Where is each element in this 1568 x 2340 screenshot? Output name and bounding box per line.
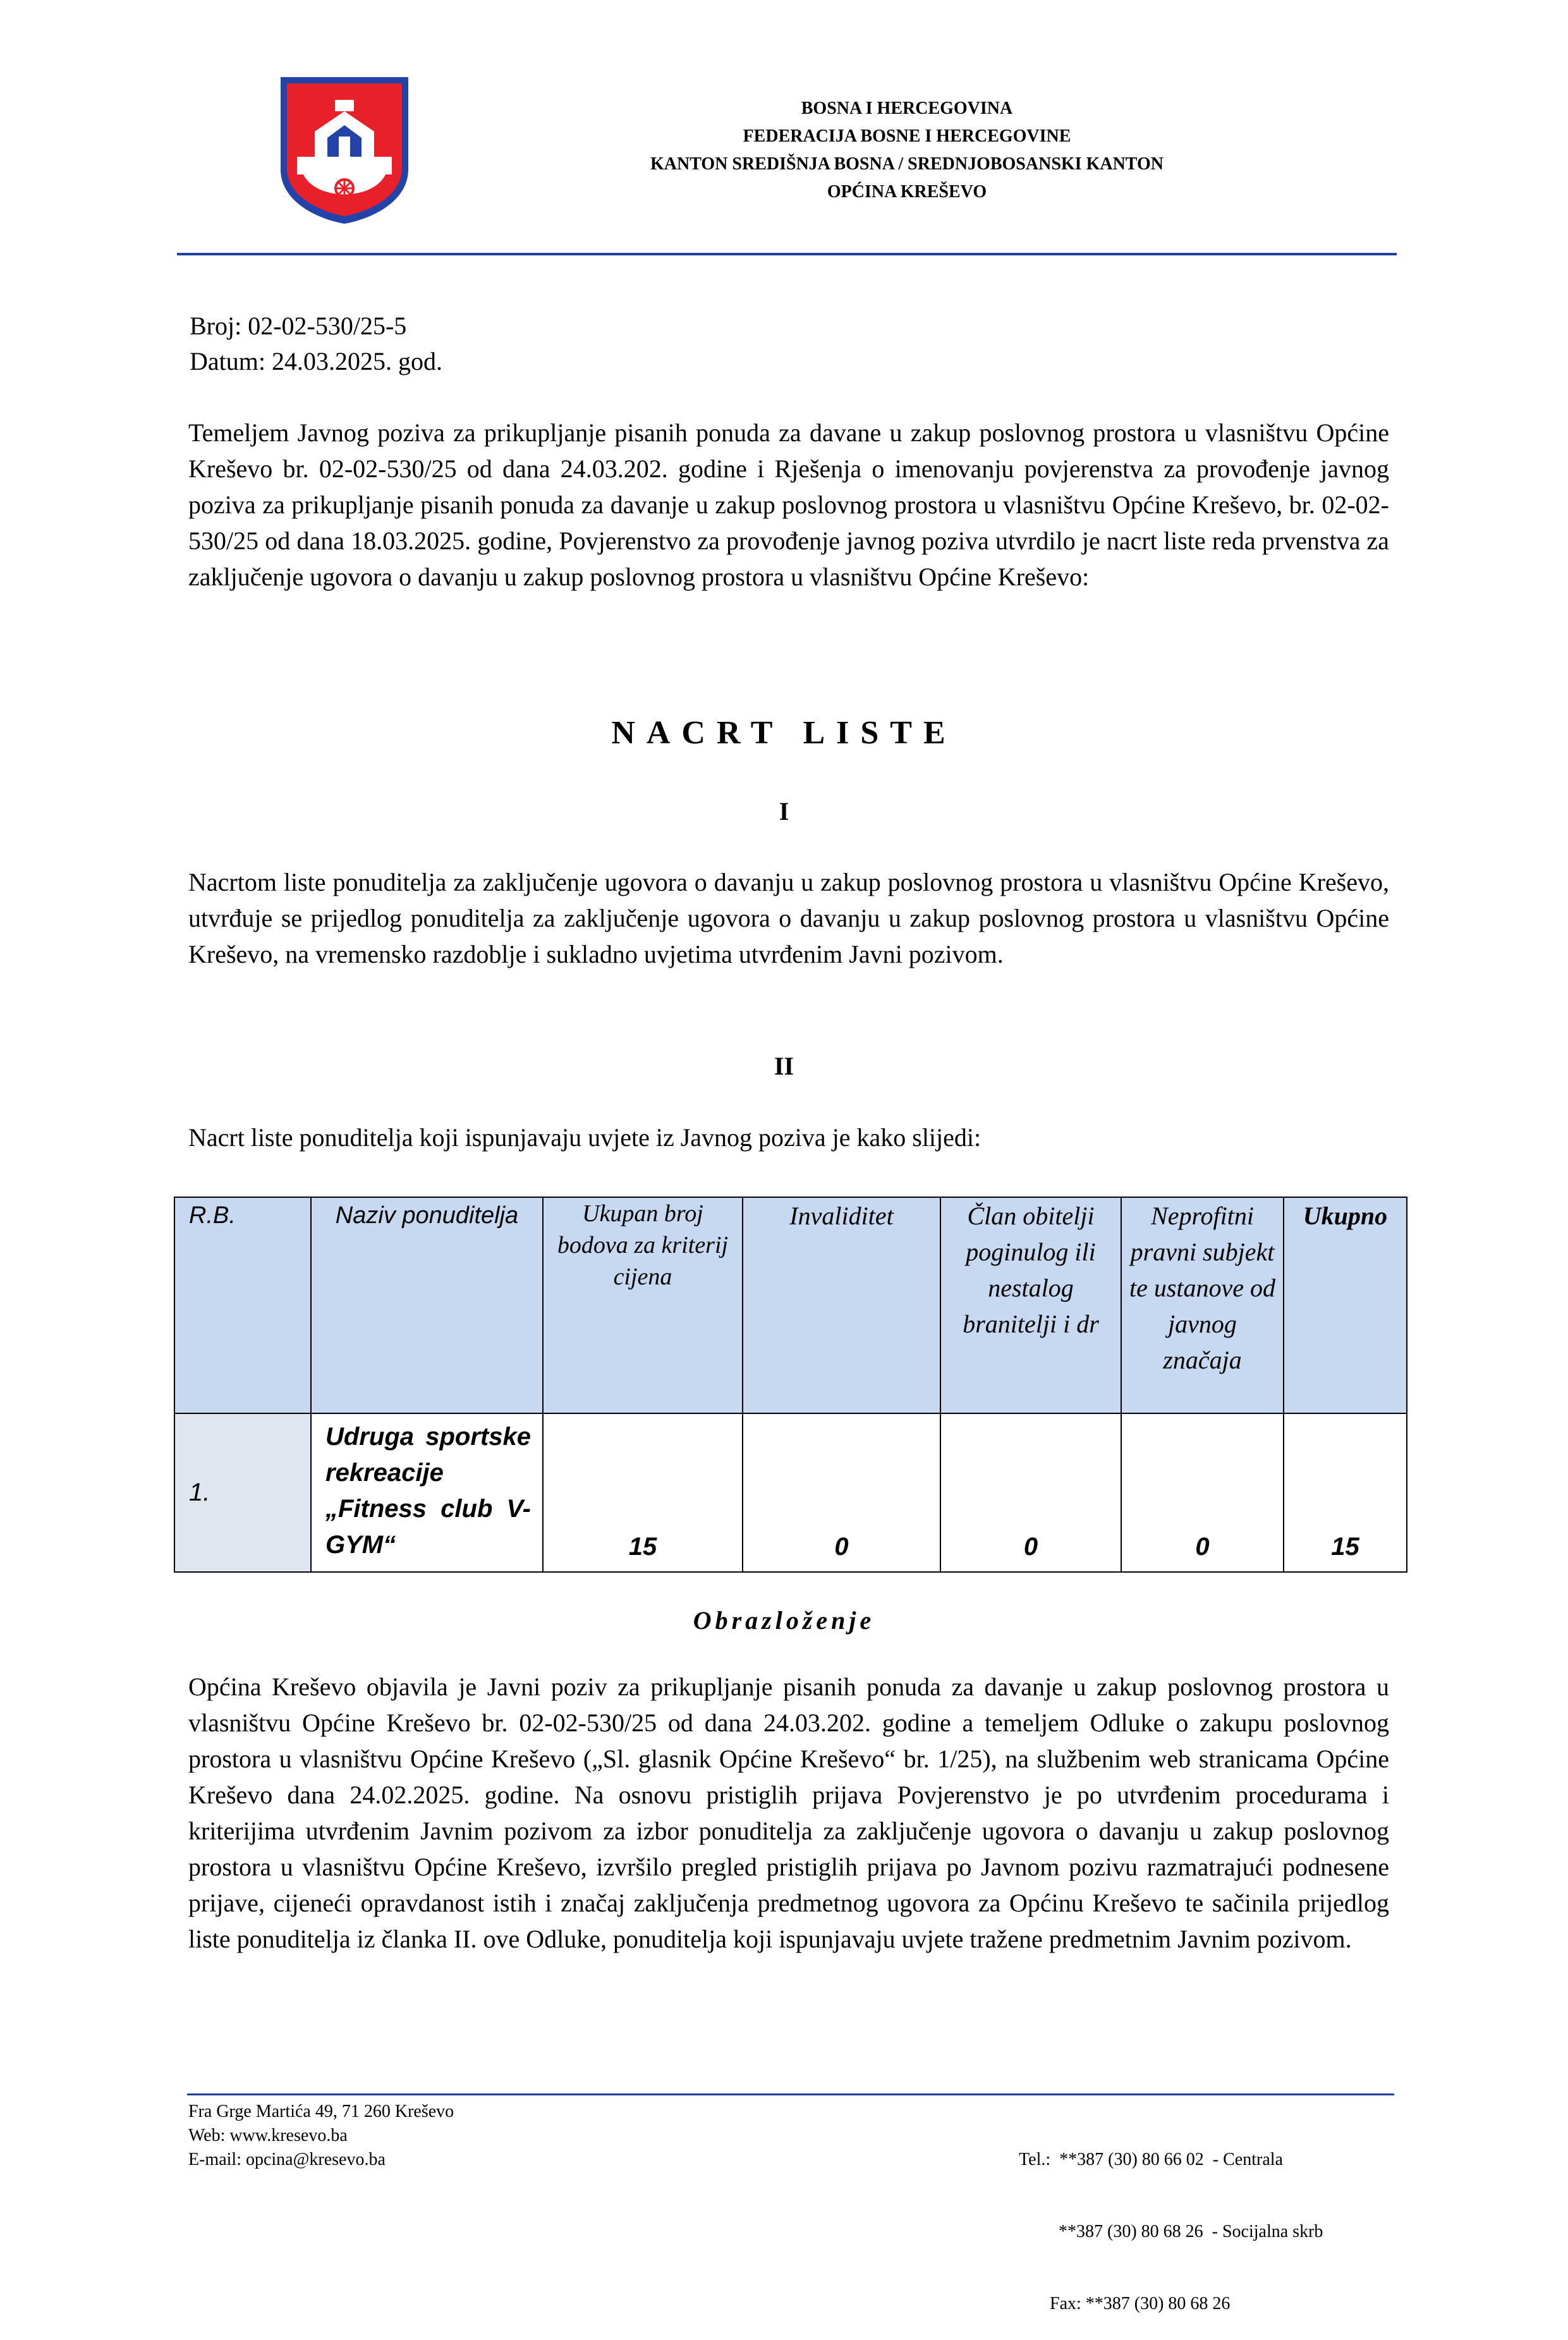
- header-line-canton: KANTON SREDIŠNJA BOSNA / SREDNJOBOSANSKI KANTON: [650, 154, 1164, 174]
- footer-email: E-mail: opcina@kresevo.ba: [188, 2150, 386, 2169]
- bidder-list-table: [174, 1197, 1407, 1573]
- document-date: Datum: 24.03.2025. god.: [190, 347, 442, 375]
- footer-fax: Fax: **387 (30) 80 68 26: [1019, 2294, 1231, 2313]
- section-numeral-1: I: [779, 797, 789, 826]
- table-header-row: [174, 1197, 1407, 1413]
- intro-paragraph: Temeljem Javnog poziva za prikupljanje pisanih ponuda za davane u zakup poslovnog prostora u vlasništvu Općine Kreševo br. 02-02-530/25 od dana 24.03.202. godine i Rješenja o imenovanju povjerenstva za provođenje javnog poziva za prikupljanje pisanih ponuda za davanje u zakup poslovnog prostora u vlasništvu Općine Kreševo, br. 02-02-530/25 od dana 18.03.2025. godine, Povjerenstvo za provođenje javnog poziva utvrdilo je nacrt liste reda prvenstva za zaključenje ugovora o davanju u zakup poslovnog prostora u vlasništvu Općine Kreševo:: [188, 418, 1389, 591]
- cell-price-points: 15: [543, 1413, 743, 1572]
- column-header-family-member: Član obitelji poginulog ili nestalog branitelji i dr: [940, 1197, 1121, 1413]
- header-divider: [177, 253, 1397, 255]
- institution-header: [442, 95, 1371, 206]
- column-header-nonprofit: Neprofitni pravni subjekt te ustanove od javnog značaja: [1121, 1197, 1284, 1413]
- header-line-municipality: OPĆINA KREŠEVO: [827, 182, 987, 202]
- footer-tel-social: **387 (30) 80 68 26 - Socijalna skrb: [1019, 2222, 1323, 2241]
- column-header-name: Naziv ponuditelja: [311, 1197, 543, 1413]
- header-line-federation: FEDERACIJA BOSNE I HERCEGOVINE: [743, 126, 1071, 146]
- section-numeral-2: II: [774, 1052, 794, 1080]
- cell-disability: 0: [743, 1413, 940, 1572]
- column-header-rb: R.B.: [174, 1197, 311, 1413]
- footer-address: Fra Grge Martića 49, 71 260 Kreševo: [188, 2102, 454, 2121]
- column-header-total: Ukupno: [1284, 1197, 1407, 1413]
- table-row: [174, 1413, 1407, 1572]
- document-title: NACRT LISTE: [611, 715, 957, 751]
- section-2-paragraph: Nacrt liste ponuditelja koji ispunjavaju uvjete iz Javnog poziva je kako slijedi:: [188, 1123, 982, 1152]
- footer-contact-left: [188, 2100, 454, 2172]
- document-meta: [190, 308, 442, 379]
- footer-web: Web: www.kresevo.ba: [188, 2126, 348, 2145]
- footer-contact-right: [1019, 2100, 1323, 2340]
- column-header-price-points: Ukupan broj bodova za kriterij cijena: [543, 1197, 743, 1413]
- footer-tel-central: Tel.: **387 (30) 80 66 02 - Centrala: [1019, 2150, 1283, 2169]
- cell-rb: 1.: [174, 1413, 311, 1572]
- column-header-disability: Invaliditet: [743, 1197, 940, 1413]
- section-1-paragraph: Nacrtom liste ponuditelja za zaključenje ugovora o davanju u zakup poslovnog prostora u vlasništvu Općine Kreševo, utvrđuje se prijedlog ponuditelja za zaključenje ugovora o davanju u zakup poslovnog prostora u vlasništvu Općine Kreševo, na vremensko razdoblje i sukladno uvjetima utvrđenim Javni pozivom.: [188, 868, 1389, 968]
- cell-nonprofit: 0: [1121, 1413, 1284, 1572]
- header-line-country: BOSNA I HERCEGOVINA: [801, 99, 1013, 118]
- explanation-heading: Obrazloženje: [693, 1606, 875, 1635]
- footer-divider: [187, 2093, 1394, 2095]
- cell-family-member: 0: [940, 1413, 1121, 1572]
- explanation-paragraph: Općina Kreševo objavila je Javni poziv za prikupljanje pisanih ponuda za davanje u zakup poslovnog prostora u vlasništvu Općine Kreševo br. 02-02-530/25 od dana 24.03.202. godine a temeljem Odluke o zakupu poslovnog prostora u vlasništvu Općine Kreševo („Sl. glasnik Općine Kreševo“ br. 1/25), na službenim web stranicama Općine Kreševo dana 24.02.2025. godine. Na osnovu pristiglih prijava Povjerenstvo je po utvrđenim procedurama i kriterijima utvrđenim Javnim pozivom za izbor ponuditelja za zaključenje ugovora o davanju u zakup poslovnog prostora u vlasništvu Općine Kreševo, izvršilo pregled pristiglih prijava po Javnom pozivu razmatrajući podnesene prijave, cijeneći opravdanost istih i značaj zaključenja predmetnog ugovora za Općinu Kreševo te sačinila prijedlog liste ponuditelja iz članka II. ove Odluke, ponuditelja koji ispunjavaju uvjete tražene predmetnim Javnim pozivom.: [188, 1673, 1389, 1953]
- cell-total: 15: [1284, 1413, 1407, 1572]
- municipality-crest-icon: [278, 75, 411, 226]
- document-number: Broj: 02-02-530/25-5: [190, 312, 407, 340]
- cell-bidder-name: Udruga sportske rekreacije „Fitness club V-GYM“: [311, 1413, 543, 1572]
